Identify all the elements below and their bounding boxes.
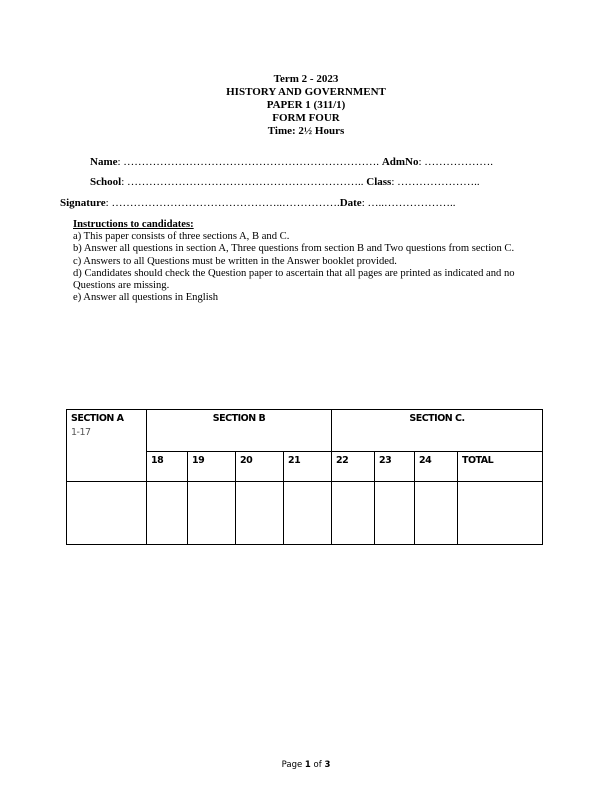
signature-label: Signature <box>60 197 106 209</box>
page-number: 1 <box>304 760 311 770</box>
instruction-item: a) This paper consists of three sections A, B and C. <box>73 231 290 243</box>
form: FORM FOUR <box>272 112 340 124</box>
marks-table <box>66 409 543 545</box>
page-footer <box>0 760 612 770</box>
adm-field[interactable]: : ………………. <box>418 156 494 168</box>
instruction-item: d) Candidates should check the Question paper to ascertain that all pages are printed as indicated and no Questions are missing. <box>73 267 515 292</box>
section-b-header: SECTION B <box>147 410 332 452</box>
score-cell[interactable] <box>188 482 236 545</box>
class-label: Class <box>366 176 392 188</box>
score-cell[interactable] <box>236 482 284 545</box>
paper: PAPER 1 (311/1) <box>266 99 346 111</box>
instruction-item: b) Answer all questions in section A, Three questions from section B and Two questions from section C. <box>73 243 515 255</box>
section-a-range: 1-17 <box>71 427 91 438</box>
column-header: 20 <box>236 452 284 482</box>
column-header: 21 <box>284 452 332 482</box>
section-c-header: SECTION C. <box>332 410 543 452</box>
term: Term 2 - 2023 <box>273 73 339 85</box>
signature-field[interactable]: : ………………………………………..……………. <box>105 197 340 209</box>
section-a-header <box>67 410 147 482</box>
instructions-title: Instructions to candidates: <box>73 219 194 230</box>
school-line <box>90 176 480 188</box>
column-header: TOTAL <box>458 452 543 482</box>
adm-label: AdmNo <box>381 156 419 168</box>
section-a-label: SECTION A <box>71 413 124 424</box>
page-total: 3 <box>324 760 331 770</box>
date-field[interactable]: : …..……………….. <box>361 197 456 209</box>
name-label: Name <box>90 156 118 168</box>
score-cell[interactable] <box>332 482 375 545</box>
column-header: 24 <box>415 452 458 482</box>
column-header: 19 <box>188 452 236 482</box>
name-line <box>90 156 493 168</box>
column-header: 23 <box>375 452 415 482</box>
instruction-item: e) Answer all questions in English <box>73 292 219 304</box>
subject: HISTORY AND GOVERNMENT <box>226 86 386 98</box>
column-header: 18 <box>147 452 188 482</box>
instruction-item: c) Answers to all Questions must be written in the Answer booklet provided. <box>73 255 397 267</box>
name-field[interactable]: : ……………………………………………………………. <box>117 156 382 168</box>
class-field[interactable]: : ………………….. <box>391 176 480 188</box>
footer-of: of <box>310 760 325 770</box>
signature-line <box>60 197 456 209</box>
score-cell[interactable] <box>67 482 147 545</box>
score-cell[interactable] <box>415 482 458 545</box>
score-cell[interactable] <box>284 482 332 545</box>
time: Time: 2½ Hours <box>267 125 345 137</box>
school-label: School <box>90 176 122 188</box>
date-label: Date <box>339 197 362 209</box>
instructions <box>73 219 553 304</box>
column-header: 22 <box>332 452 375 482</box>
score-cell[interactable] <box>458 482 543 545</box>
score-cell[interactable] <box>375 482 415 545</box>
score-cell[interactable] <box>147 482 188 545</box>
school-field[interactable]: : ……………………………………………………….. <box>121 176 367 188</box>
footer-prefix: Page <box>281 760 305 770</box>
